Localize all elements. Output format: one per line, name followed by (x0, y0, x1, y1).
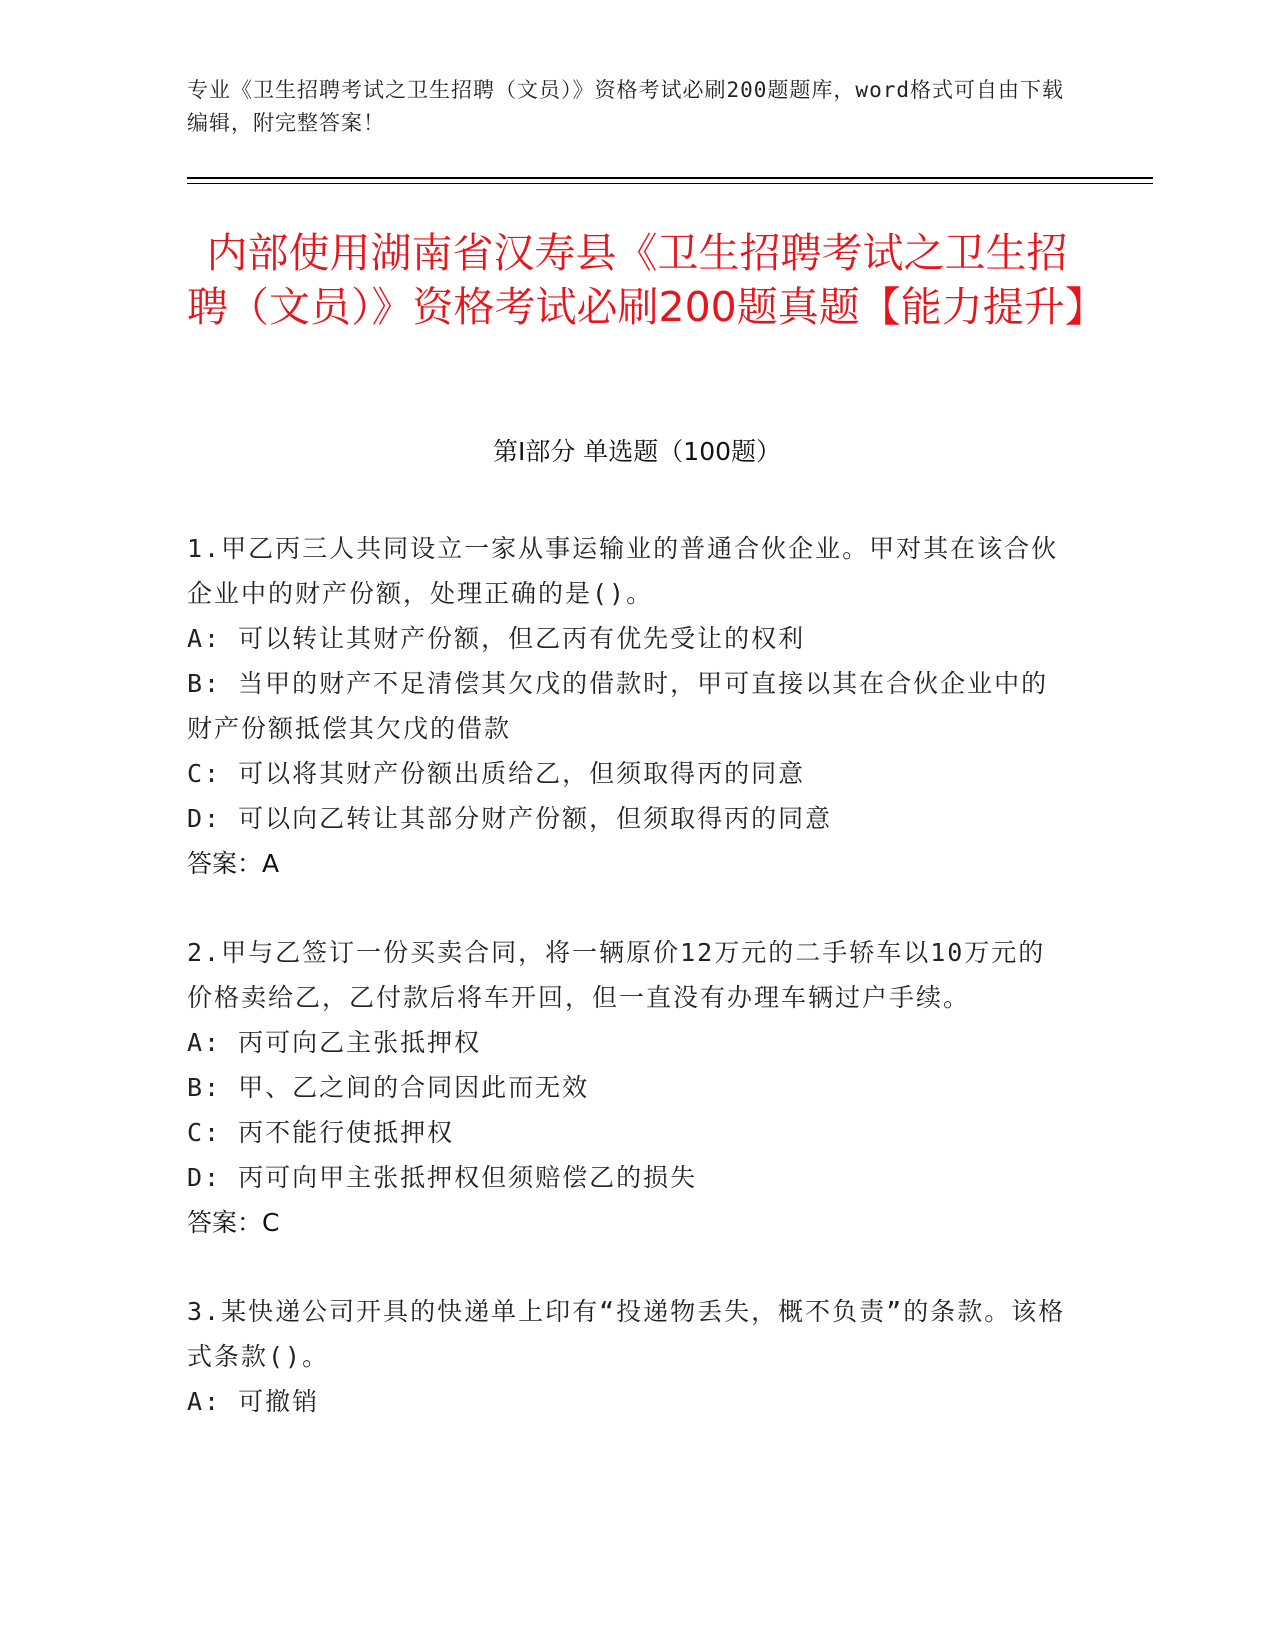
question-1 (187, 526, 1067, 886)
question-stem: 3.某快递公司开具的快递单上印有“投递物丢失，概不负责”的条款。该格式条款()。 (187, 1297, 1066, 1371)
section-title: 第I部分 单选题（100题） (492, 437, 782, 466)
option-d: D: 可以向乙转让其部分财产份额，但须取得丙的同意 (187, 804, 833, 833)
question-stem: 1.甲乙丙三人共同设立一家从事运输业的普通合伙企业。甲对其在该合伙企业中的财产份额，处理正确的是()。 (187, 534, 1059, 608)
question-stem: 2.甲与乙签订一份买卖合同，将一辆原价12万元的二手轿车以10万元的价格卖给乙，乙付款后将车开回，但一直没有办理车辆过户手续。 (187, 938, 1046, 1012)
option-d: D: 丙可向甲主张抵押权但须赔偿乙的损失 (187, 1163, 698, 1192)
document-title: 内部使用湖南省汉寿县《卫生招聘考试之卫生招聘（文员）》资格考试必刷200题真题【能力提升】 (187, 229, 1106, 331)
header-divider-thin (187, 183, 1153, 184)
option-c: C: 丙不能行使抵押权 (187, 1118, 455, 1147)
question-list (187, 526, 1067, 1468)
option-a: A: 丙可向乙主张抵押权 (187, 1028, 482, 1057)
answer: 答案：A (187, 849, 280, 878)
question-2 (187, 930, 1067, 1245)
option-b: B: 当甲的财产不足清偿其欠戊的借款时，甲可直接以其在合伙企业中的财产份额抵偿其欠戊的借款 (187, 669, 1049, 743)
option-a: A: 可撤销 (187, 1387, 320, 1416)
header-note: 专业《卫生招聘考试之卫生招聘（文员）》资格考试必刷200题题库，word格式可自由下载编辑，附完整答案！ (187, 78, 1064, 135)
header-divider-thick (187, 177, 1153, 179)
option-a: A: 可以转让其财产份额，但乙丙有优先受让的权利 (187, 624, 806, 653)
option-b: B: 甲、乙之间的合同因此而无效 (187, 1073, 590, 1102)
option-c: C: 可以将其财产份额出质给乙，但须取得丙的同意 (187, 759, 806, 788)
question-3 (187, 1289, 1067, 1424)
answer: 答案：C (187, 1208, 280, 1237)
